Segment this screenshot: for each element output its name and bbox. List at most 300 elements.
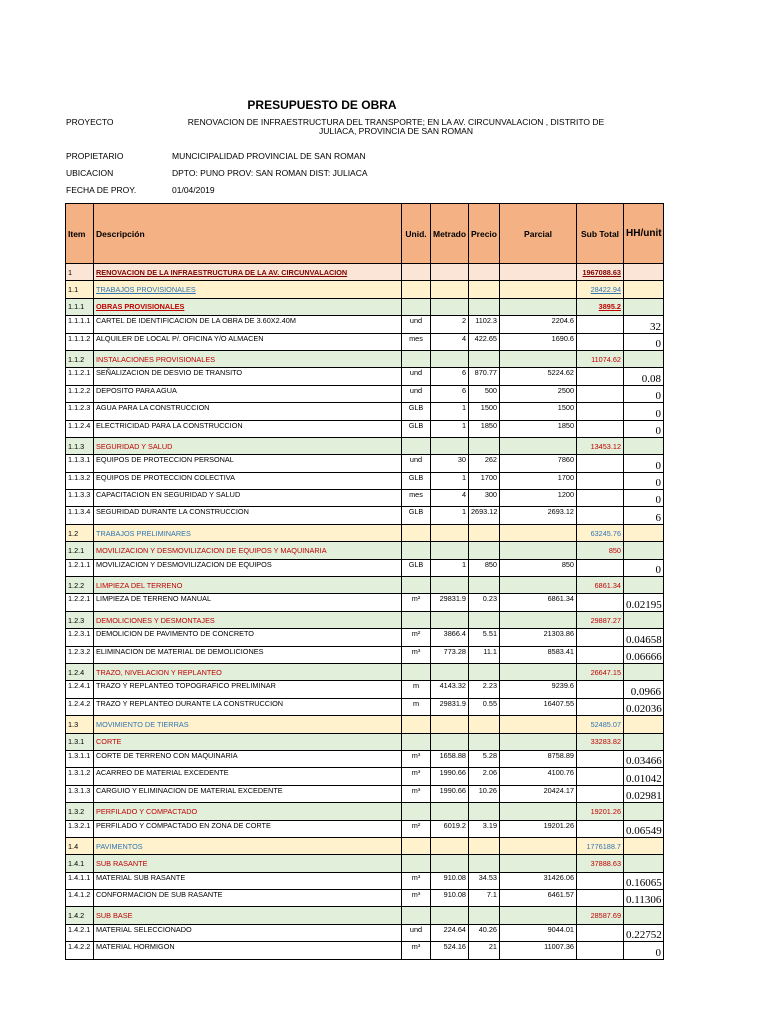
row-subtotal (577, 455, 624, 472)
row-metrado: 3866.4 (431, 629, 469, 646)
row-descripcion: DEPOSITO PARA AGUA (94, 385, 402, 402)
row-hh-unit (624, 281, 664, 298)
row-descripcion: SUB RASANTE (94, 855, 402, 872)
row-hh-unit: 0.08 (624, 368, 664, 385)
row-unid: m (402, 698, 431, 715)
row-metrado (431, 542, 469, 559)
row-descripcion: TRABAJOS PRELIMINARES (94, 524, 402, 541)
row-parcial: 850 (500, 559, 577, 576)
row-precio (469, 264, 500, 281)
row-precio (469, 524, 500, 541)
row-descripcion: LIMPIEZA DEL TERRENO (94, 577, 402, 594)
row-metrado (431, 837, 469, 854)
row-parcial (500, 716, 577, 733)
row-item: 1.4 (66, 837, 94, 854)
row-unid: m³ (402, 785, 431, 802)
row-precio: 1500 (469, 403, 500, 420)
row-item: 1.3.2 (66, 803, 94, 820)
row-unid: m² (402, 594, 431, 611)
row-descripcion: INSTALACIONES PROVISIONALES (94, 350, 402, 367)
table-row (66, 855, 664, 872)
row-item: 1.2 (66, 524, 94, 541)
row-parcial (500, 524, 577, 541)
row-parcial: 19201.26 (500, 820, 577, 837)
row-descripcion: OBRAS PROVISIONALES (94, 298, 402, 315)
row-item: 1.1.1.1 (66, 316, 94, 333)
row-item: 1.2.3.1 (66, 629, 94, 646)
row-unid (402, 855, 431, 872)
row-metrado: 1 (431, 403, 469, 420)
row-parcial (500, 733, 577, 750)
row-descripcion: MOVILIZACION Y DESMOVILIZACION DE EQUIPOS (94, 559, 402, 576)
row-unid (402, 524, 431, 541)
row-precio: 0.55 (469, 698, 500, 715)
table-header-row (66, 204, 664, 264)
row-precio (469, 281, 500, 298)
row-subtotal (577, 750, 624, 767)
row-unid: m³ (402, 872, 431, 889)
row-unid: m³ (402, 646, 431, 663)
row-subtotal (577, 942, 624, 959)
row-metrado: 524.16 (431, 942, 469, 959)
row-parcial: 21303.86 (500, 629, 577, 646)
header-unid: Unid. (402, 204, 431, 264)
table-row (66, 420, 664, 437)
row-unid: GLB (402, 420, 431, 437)
row-unid (402, 663, 431, 680)
header-parcial: Parcial (500, 204, 577, 264)
row-hh-unit: 0 (624, 403, 664, 420)
row-unid: mes (402, 490, 431, 507)
proyecto-value (178, 118, 614, 136)
row-metrado (431, 716, 469, 733)
row-subtotal (577, 490, 624, 507)
row-subtotal: 37888.63 (577, 855, 624, 872)
row-parcial: 4100.76 (500, 768, 577, 785)
row-parcial: 31426.06 (500, 872, 577, 889)
table-row (66, 542, 664, 559)
row-unid: GLB (402, 559, 431, 576)
row-subtotal (577, 472, 624, 489)
row-parcial: 9044.01 (500, 924, 577, 941)
row-unid: und (402, 385, 431, 402)
row-parcial: 5224.62 (500, 368, 577, 385)
row-precio: 850 (469, 559, 500, 576)
table-row (66, 837, 664, 854)
row-descripcion: CARTEL DE IDENTIFICACION DE LA OBRA DE 3.60X2.40M (94, 316, 402, 333)
row-parcial (500, 281, 577, 298)
row-metrado: 1 (431, 472, 469, 489)
row-item: 1.3.1.1 (66, 750, 94, 767)
row-item: 1.2.3.2 (66, 646, 94, 663)
proyecto-value-line1: RENOVACION DE INFRAESTRUCTURA DEL TRANSPORTE; EN LA AV. CIRCUNVALACION , DISTRITO DE (187, 117, 605, 127)
row-subtotal (577, 924, 624, 941)
header-subtotal: Sub Total (577, 204, 624, 264)
row-subtotal: 1967088.63 (577, 264, 624, 281)
table-row (66, 490, 664, 507)
row-subtotal: 1776188.7 (577, 837, 624, 854)
table-row (66, 716, 664, 733)
row-metrado (431, 663, 469, 680)
table-row (66, 681, 664, 698)
row-unid (402, 733, 431, 750)
proyecto-value-line2: JULIACA, PROVINCIA DE SAN ROMAN (319, 126, 473, 136)
row-precio: 40.26 (469, 924, 500, 941)
row-descripcion: ELIMINACION DE MATERIAL DE DEMOLICIONES (94, 646, 402, 663)
table-row (66, 629, 664, 646)
row-item: 1.4.2.2 (66, 942, 94, 959)
fecha-value: 01/04/2019 (172, 185, 215, 195)
row-descripcion: MATERIAL SUB RASANTE (94, 872, 402, 889)
fecha-label: FECHA DE PROY. (66, 185, 137, 195)
row-item: 1.4.1.2 (66, 890, 94, 907)
row-metrado: 4143.32 (431, 681, 469, 698)
row-metrado (431, 524, 469, 541)
row-item: 1.3.1.3 (66, 785, 94, 802)
row-subtotal: 28587.69 (577, 907, 624, 924)
row-item: 1.1.3 (66, 437, 94, 454)
row-unid: GLB (402, 403, 431, 420)
row-subtotal (577, 594, 624, 611)
row-subtotal (577, 890, 624, 907)
row-parcial (500, 298, 577, 315)
row-parcial (500, 437, 577, 454)
table-row (66, 298, 664, 315)
row-hh-unit (624, 437, 664, 454)
row-parcial: 1690.6 (500, 333, 577, 350)
row-parcial (500, 264, 577, 281)
row-subtotal: 29887.27 (577, 611, 624, 628)
row-parcial: 1200 (500, 490, 577, 507)
row-hh-unit (624, 611, 664, 628)
row-item: 1.4.1 (66, 855, 94, 872)
row-descripcion: CARGUIO Y ELIMINACION DE MATERIAL EXCEDENTE (94, 785, 402, 802)
row-subtotal (577, 385, 624, 402)
row-metrado: 29831.9 (431, 594, 469, 611)
row-unid (402, 611, 431, 628)
table-row (66, 733, 664, 750)
row-precio (469, 907, 500, 924)
row-parcial (500, 350, 577, 367)
row-descripcion: CAPACITACION EN SEGURIDAD Y SALUD (94, 490, 402, 507)
table-row (66, 577, 664, 594)
row-item: 1.4.1.1 (66, 872, 94, 889)
row-subtotal (577, 559, 624, 576)
row-unid (402, 298, 431, 315)
row-hh-unit: 0.22752 (624, 924, 664, 941)
row-precio: 5.28 (469, 750, 500, 767)
row-precio (469, 437, 500, 454)
row-item: 1.2.1 (66, 542, 94, 559)
row-precio (469, 855, 500, 872)
header-item: Item (66, 204, 94, 264)
table-row (66, 524, 664, 541)
row-descripcion: MATERIAL SELECCIONADO (94, 924, 402, 941)
row-metrado: 1990.66 (431, 785, 469, 802)
row-descripcion: ELECTRICIDAD PARA LA CONSTRUCCION (94, 420, 402, 437)
row-subtotal: 26647.15 (577, 663, 624, 680)
row-subtotal: 3895.2 (577, 298, 624, 315)
row-hh-unit: 0.16065 (624, 872, 664, 889)
row-parcial: 2500 (500, 385, 577, 402)
row-parcial: 6861.34 (500, 594, 577, 611)
row-item: 1.3.2.1 (66, 820, 94, 837)
row-hh-unit (624, 350, 664, 367)
row-subtotal (577, 420, 624, 437)
row-precio (469, 663, 500, 680)
row-precio (469, 298, 500, 315)
row-precio: 2.06 (469, 768, 500, 785)
table-row (66, 890, 664, 907)
row-item: 1.1.3.1 (66, 455, 94, 472)
row-subtotal (577, 368, 624, 385)
row-precio: 500 (469, 385, 500, 402)
table-row (66, 507, 664, 524)
row-descripcion: EQUIPOS DE PROTECCION COLECTIVA (94, 472, 402, 489)
row-metrado: 2 (431, 316, 469, 333)
row-unid (402, 350, 431, 367)
row-hh-unit (624, 733, 664, 750)
table-row (66, 768, 664, 785)
row-metrado (431, 437, 469, 454)
row-precio: 262 (469, 455, 500, 472)
row-precio: 10.26 (469, 785, 500, 802)
row-metrado: 4 (431, 490, 469, 507)
row-subtotal: 28422.94 (577, 281, 624, 298)
row-precio: 34.53 (469, 872, 500, 889)
row-hh-unit (624, 716, 664, 733)
table-row (66, 924, 664, 941)
table-row (66, 663, 664, 680)
row-subtotal (577, 698, 624, 715)
table-row (66, 785, 664, 802)
row-unid: m² (402, 629, 431, 646)
row-descripcion: SEGURIDAD Y SALUD (94, 437, 402, 454)
table-row (66, 455, 664, 472)
row-metrado (431, 803, 469, 820)
row-parcial: 20424.17 (500, 785, 577, 802)
row-hh-unit: 0.02036 (624, 698, 664, 715)
row-parcial: 16407.55 (500, 698, 577, 715)
row-item: 1.2.2 (66, 577, 94, 594)
row-item: 1.3 (66, 716, 94, 733)
row-precio: 0.23 (469, 594, 500, 611)
row-metrado (431, 350, 469, 367)
row-subtotal (577, 316, 624, 333)
row-precio: 1850 (469, 420, 500, 437)
row-subtotal (577, 785, 624, 802)
row-hh-unit: 0 (624, 420, 664, 437)
row-hh-unit: 0.03466 (624, 750, 664, 767)
row-hh-unit: 0.11306 (624, 890, 664, 907)
row-hh-unit: 0.06549 (624, 820, 664, 837)
row-subtotal: 33283.82 (577, 733, 624, 750)
row-metrado: 4 (431, 333, 469, 350)
table-row (66, 942, 664, 959)
row-hh-unit (624, 855, 664, 872)
row-parcial: 9239.6 (500, 681, 577, 698)
row-subtotal: 11074.62 (577, 350, 624, 367)
row-descripcion: RENOVACION DE LA INFRAESTRUCTURA DE LA AV. CIRCUNVALACION (94, 264, 402, 281)
row-descripcion: SUB BASE (94, 907, 402, 924)
row-hh-unit: 32 (624, 316, 664, 333)
table-row (66, 820, 664, 837)
row-item: 1.3.1.2 (66, 768, 94, 785)
row-item: 1.2.4.1 (66, 681, 94, 698)
table-row (66, 264, 664, 281)
table-row (66, 368, 664, 385)
row-hh-unit: 0 (624, 385, 664, 402)
row-precio: 7.1 (469, 890, 500, 907)
row-item: 1.1.3.2 (66, 472, 94, 489)
row-subtotal: 6861.34 (577, 577, 624, 594)
row-item: 1.1.2 (66, 350, 94, 367)
row-metrado: 910.08 (431, 872, 469, 889)
row-descripcion: DEMOLICIONES Y DESMONTAJES (94, 611, 402, 628)
row-item: 1.4.2 (66, 907, 94, 924)
row-unid: mes (402, 333, 431, 350)
row-unid (402, 837, 431, 854)
row-precio: 21 (469, 942, 500, 959)
row-parcial (500, 837, 577, 854)
row-metrado (431, 855, 469, 872)
row-subtotal: 63245.76 (577, 524, 624, 541)
row-parcial: 7860 (500, 455, 577, 472)
row-descripcion: TRAZO Y REPLANTEO TOPOGRAFICO PRELIMINAR (94, 681, 402, 698)
row-descripcion: DEMOLICION DE PAVIMENTO DE CONCRETO (94, 629, 402, 646)
row-metrado (431, 298, 469, 315)
row-hh-unit (624, 298, 664, 315)
row-descripcion: EQUIPOS DE PROTECCION PERSONAL (94, 455, 402, 472)
row-item: 1.1.3.4 (66, 507, 94, 524)
row-metrado: 1658.88 (431, 750, 469, 767)
row-precio: 870.77 (469, 368, 500, 385)
row-item: 1.3.1 (66, 733, 94, 750)
row-metrado (431, 577, 469, 594)
row-item: 1.1.1 (66, 298, 94, 315)
budget-table (65, 203, 664, 960)
ubicacion-value: DPTO: PUNO PROV: SAN ROMAN DIST: JULIACA (172, 168, 368, 178)
row-item: 1.1.3.3 (66, 490, 94, 507)
row-hh-unit (624, 803, 664, 820)
budget-table-body (66, 264, 664, 960)
row-hh-unit (624, 907, 664, 924)
row-unid (402, 907, 431, 924)
row-unid (402, 264, 431, 281)
row-item: 1.2.3 (66, 611, 94, 628)
row-metrado (431, 281, 469, 298)
row-descripcion: ALQUILER DE LOCAL P/. OFICINA Y/O ALMACEN (94, 333, 402, 350)
row-precio (469, 716, 500, 733)
row-precio: 3.19 (469, 820, 500, 837)
table-row (66, 281, 664, 298)
row-parcial (500, 803, 577, 820)
row-precio (469, 577, 500, 594)
row-unid: GLB (402, 472, 431, 489)
row-precio (469, 837, 500, 854)
row-descripcion: MOVILIZACION Y DESMOVILIZACION DE EQUIPOS Y MAQUINARIA (94, 542, 402, 559)
row-metrado: 6 (431, 385, 469, 402)
row-unid: und (402, 455, 431, 472)
row-hh-unit: 6 (624, 507, 664, 524)
row-descripcion: SEGURIDAD DURANTE LA CONSTRUCCION (94, 507, 402, 524)
row-descripcion: ACARREO DE MATERIAL EXCEDENTE (94, 768, 402, 785)
row-metrado (431, 733, 469, 750)
row-subtotal (577, 629, 624, 646)
row-parcial (500, 855, 577, 872)
row-item: 1.1.2.1 (66, 368, 94, 385)
row-precio: 1700 (469, 472, 500, 489)
row-hh-unit: 0 (624, 455, 664, 472)
document-title: PRESUPUESTO DE OBRA (247, 98, 397, 112)
row-hh-unit (624, 577, 664, 594)
row-parcial (500, 577, 577, 594)
propietario-value: MUNCICIPALIDAD PROVINCIAL DE SAN ROMAN (172, 151, 366, 161)
row-metrado: 6 (431, 368, 469, 385)
row-hh-unit: 0 (624, 942, 664, 959)
row-hh-unit: 0.04658 (624, 629, 664, 646)
row-precio: 2693.12 (469, 507, 500, 524)
row-precio: 1102.3 (469, 316, 500, 333)
row-precio: 300 (469, 490, 500, 507)
header-precio: Precio (469, 204, 500, 264)
row-descripcion: CORTE DE TERRENO CON MAQUINARIA (94, 750, 402, 767)
row-item: 1.1.1.2 (66, 333, 94, 350)
row-item: 1 (66, 264, 94, 281)
row-item: 1.2.1.1 (66, 559, 94, 576)
row-precio (469, 611, 500, 628)
row-metrado: 224.64 (431, 924, 469, 941)
row-item: 1.1 (66, 281, 94, 298)
row-parcial (500, 907, 577, 924)
row-precio (469, 350, 500, 367)
table-row (66, 872, 664, 889)
row-unid: und (402, 368, 431, 385)
row-metrado: 910.08 (431, 890, 469, 907)
row-parcial (500, 663, 577, 680)
row-item: 1.1.2.2 (66, 385, 94, 402)
ubicacion-label: UBICACION (66, 168, 114, 178)
table-row (66, 698, 664, 715)
row-unid: m³ (402, 750, 431, 767)
row-unid: m³ (402, 942, 431, 959)
row-metrado: 6019.2 (431, 820, 469, 837)
table-row (66, 437, 664, 454)
row-descripcion: CONFORMACION DE SUB RASANTE (94, 890, 402, 907)
row-hh-unit (624, 264, 664, 281)
row-descripcion: LIMPIEZA DE TERRENO MANUAL (94, 594, 402, 611)
row-parcial (500, 611, 577, 628)
row-subtotal (577, 820, 624, 837)
row-subtotal (577, 872, 624, 889)
row-metrado (431, 264, 469, 281)
row-unid (402, 716, 431, 733)
row-subtotal (577, 681, 624, 698)
row-unid (402, 542, 431, 559)
header-hh-unit: HH/unit (624, 204, 664, 264)
row-descripcion: TRAZO Y REPLANTEO DURANTE LA CONSTRUCCION (94, 698, 402, 715)
propietario-label: PROPIETARIO (66, 151, 124, 161)
row-precio (469, 803, 500, 820)
table-row (66, 594, 664, 611)
table-row (66, 472, 664, 489)
row-descripcion: CORTE (94, 733, 402, 750)
table-row (66, 559, 664, 576)
row-metrado: 1990.66 (431, 768, 469, 785)
row-hh-unit: 0.01042 (624, 768, 664, 785)
row-item: 1.2.2.1 (66, 594, 94, 611)
row-parcial: 11007.36 (500, 942, 577, 959)
